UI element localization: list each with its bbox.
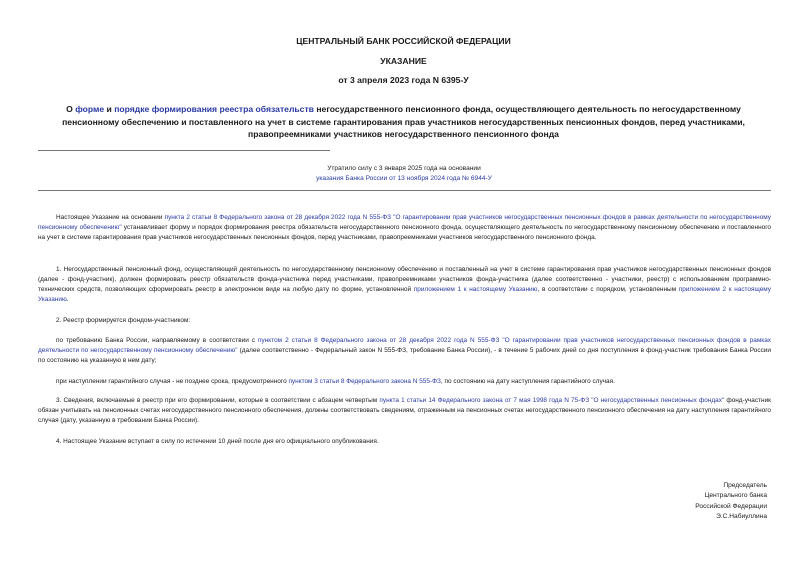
appendix-1-link[interactable]: приложением 1 к настоящему Указанию: [413, 286, 538, 294]
title-link-procedure[interactable]: порядке формирования реестра обязательств: [114, 104, 314, 114]
document-title: [40, 103, 767, 141]
intro-paragraph: [38, 213, 771, 243]
divider-full: [38, 190, 771, 191]
title-text: и: [104, 104, 115, 114]
paragraph-text: по требованию Банка России, направляемому в соответствии с: [56, 337, 259, 344]
organization-heading: ЦЕНТРАЛЬНЫЙ БАНК РОССИЙСКОЙ ФЕДЕРАЦИИ: [296, 36, 511, 46]
validity-note-text: Утратило силу с 3 января 2025 года на основании: [327, 165, 481, 172]
item-2a-paragraph: [38, 336, 771, 366]
title-text: О: [66, 104, 76, 114]
paragraph-text: устанавливает форму и порядок формирования реестра обязательств негосударственного пенсионного фонда, осуществляющего деятельность по негосударственному пенсионному обеспечению и поставленного на учет в системе гарантирования прав участников негосударственных пенсионных фондов, перед участниками, правопреемниками участников негосударственного пенсионного фонда.: [38, 224, 771, 242]
item-1-paragraph: [38, 265, 771, 305]
signature-line: Председатель: [723, 482, 767, 489]
item-4-paragraph: 4. Настоящее Указание вступает в силу по истечении 10 дней после дня его официального опубликования.: [56, 438, 379, 445]
law-link[interactable]: пункта 2 статьи 8 Федерального закона от 28 декабря 2022 года N 555-ФЗ "О гарантировании прав участников негосударственных пенсионных фондов в рамках деятельности по негосударственному пенсионному обеспечению": [38, 214, 771, 232]
paragraph-text: , в соответствии с порядком, установленным: [537, 286, 679, 294]
signature-block: [695, 481, 767, 522]
repeal-link[interactable]: указания Банка России от 13 ноября 2024 года № 6944-У: [316, 175, 492, 182]
paragraph-text: 1. Негосударственный пенсионный фонд, осуществляющий деятельность по негосударственному пенсионному обеспечению и поставленный на учет в системе гарантирования прав участников негосударственных пенсионных фондов (далее - фонд-участник), должен формировать реестр обязательств фонда-участника перед участниками, правопреемниками участников фонда-участника (далее соответственно - участники, реестр) с использованием программно-технических средств, позволяющих сформировать реестр в электронном виде на любую дату по форме, установленной: [38, 266, 771, 294]
signature-line: Российской Федерации: [695, 502, 767, 510]
appendix-2-link[interactable]: приложением 2 к настоящему Указанию: [38, 286, 772, 304]
paragraph-text: фонд-участник обязан учитывать на пенсионных счетах негосударственного пенсионного обеспечения, должны соответствовать сведениям, отраженным на пенсионных счетах негосударственного пенсионного обеспечения на дату наступления гарантийного случая (дату, указанную в требовании Банка России).: [38, 397, 771, 425]
document-type-heading: УКАЗАНИЕ: [380, 56, 427, 66]
paragraph-text: .: [66, 296, 69, 304]
paragraph-text: (далее соответственно - Федеральный закон N 555-ФЗ, требование Банка России), - в течение 5 рабочих дней со дня поступления в фонд-участник требования Банка России по состоянию на указанную в нем дату;: [38, 347, 771, 365]
paragraph-text: при наступлении гарантийного случая - не позднее срока, предусмотренного: [56, 378, 289, 385]
item-2b-paragraph: [38, 377, 771, 387]
law-555-link[interactable]: пунктом 2 статьи 8 Федерального закона от 28 декабря 2022 года N 555-ФЗ "О гарантировании прав участников негосударственных пенсионных фондов в рамках деятельности по негосударственному пенсионному обеспечению": [38, 337, 771, 355]
signature-name: Э.С.Набиуллина: [716, 512, 767, 520]
item-2-paragraph: 2. Реестр формируется фондом-участником:: [56, 317, 191, 324]
title-link-form[interactable]: форме: [75, 104, 105, 114]
document-date-number: от 3 апреля 2023 года N 6395-У: [338, 75, 469, 85]
paragraph-text: 3. Сведения, включаемые в реестр при его формировании, которые в соответствии с абзацем четвертым: [56, 397, 380, 404]
paragraph-text: , по состоянию на дату наступления гарантийного случая.: [440, 378, 615, 385]
validity-note: [300, 164, 508, 184]
signature-line: Центрального банка: [704, 492, 767, 500]
law-75-link[interactable]: пункта 1 статьи 14 Федерального закона от 7 мая 1998 года N 75-ФЗ "О негосударственных пенсионных фондах": [379, 397, 725, 404]
divider-short: [38, 150, 330, 151]
law-555-point-3-link[interactable]: пунктом 3 статьи 8 Федерального закона N 555-ФЗ: [288, 378, 441, 385]
paragraph-text: Настоящее Указание на основании: [56, 214, 165, 221]
title-text: негосударственного пенсионного фонда, осуществляющего деятельность по негосударственному пенсионному обеспечению и поставленного на учет в системе гарантирования прав участников негосударственных пенсионных фондов, перед участниками, правопреемниками участников негосударственного пенсионного фонда: [62, 104, 745, 139]
item-3-paragraph: [38, 396, 771, 426]
